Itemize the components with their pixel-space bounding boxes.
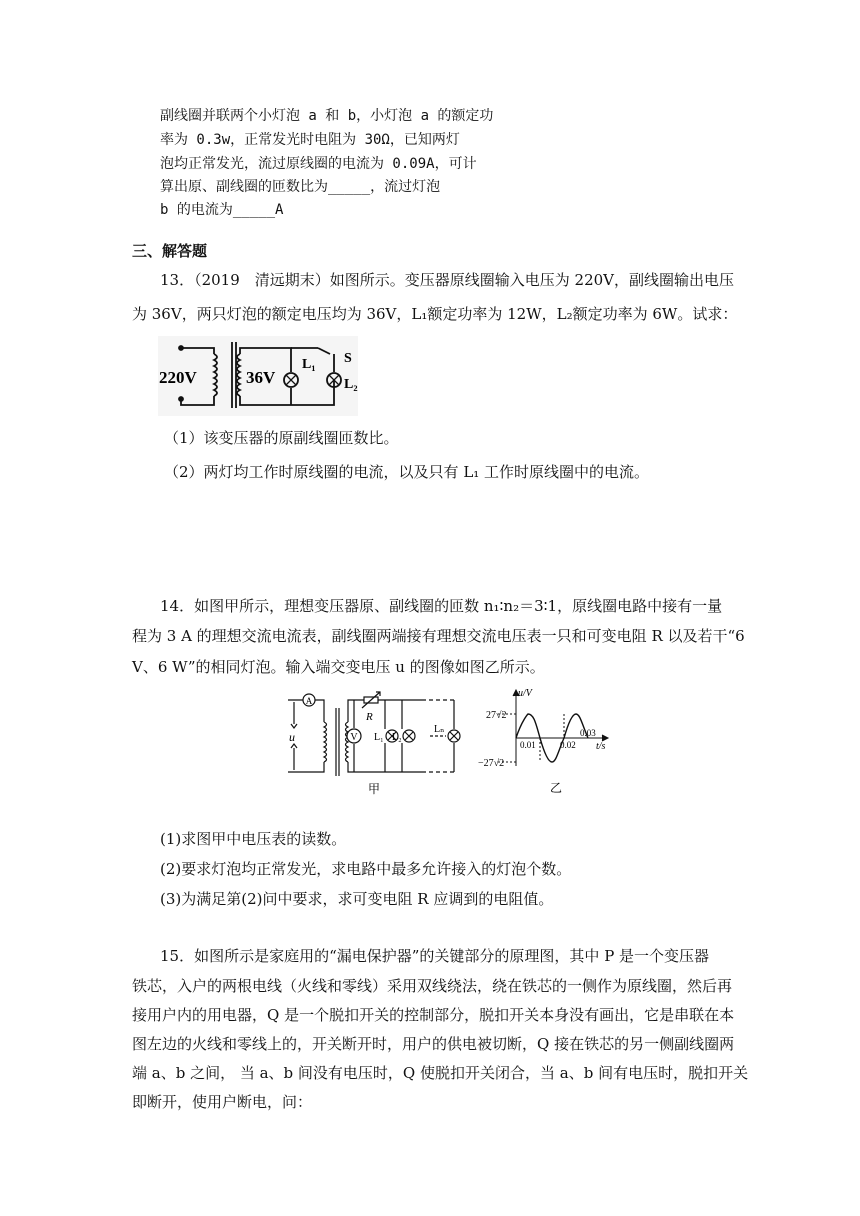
q12-line-4: 算出原、副线圈的匝数比为_____，流过灯泡 bbox=[160, 179, 441, 195]
tick-003: 0.03 bbox=[580, 728, 596, 738]
fig-yi-caption: 乙 bbox=[549, 781, 563, 795]
q15-line-2: 铁芯，入户的两根电线（火线和零线）采用双线绕法，绕在铁芯的一侧作为原线圈，然后再 bbox=[132, 977, 733, 995]
q15-line-4: 图左边的火线和零线上的，开关断开时，用户的供电被切断，Q 接在铁芯的另一侧副线圈两 bbox=[132, 1035, 735, 1053]
q13-line-1: 13．（2019 清远期末）如图所示。变压器原线圈输入电压为 220V，副线圈输出电压 bbox=[160, 271, 734, 289]
voltmeter-label: V bbox=[350, 732, 358, 743]
lamp1-label: L₁ bbox=[302, 357, 316, 372]
q12-line-1: 副线圈并联两个小灯泡 a 和 b，小灯泡 a 的额定功 bbox=[160, 108, 494, 124]
lamp-l1-label: L₁ bbox=[374, 732, 384, 743]
primary-voltage-label: 220V bbox=[159, 368, 197, 387]
q13-sub-2: （2）两灯均工作时原线圈的电流，以及只有 L₁ 工作时原线圈中的电流。 bbox=[164, 463, 650, 481]
q15-line-5: 端 a、b 之间， 当 a、b 间没有电压时，Q 使脱扣开关闭合，当 a、b 间有电压时，脱扣开关 bbox=[132, 1064, 749, 1082]
q14-sub-2: (2)要求灯泡均正常发光，求电路中最多允许接入的灯泡个数。 bbox=[160, 860, 572, 878]
y-axis-label: u/V bbox=[518, 688, 532, 699]
x-axis-label: t/s bbox=[596, 741, 606, 752]
q12-line-5: b 的电流为_____A bbox=[160, 202, 284, 218]
fig-jia-caption: 甲 bbox=[367, 782, 381, 796]
lamp-ln-label: Lₙ bbox=[434, 724, 445, 735]
q14-circuit-figure bbox=[282, 688, 472, 796]
q14-sub-1: (1)求图甲中电压表的读数。 bbox=[160, 830, 347, 848]
tick-001: 0.01 bbox=[520, 740, 536, 750]
secondary-voltage-label: 36V bbox=[246, 368, 276, 387]
q14-sub-3: (3)为满足第(2)问中要求，求可变电阻 R 应调到的电阻值。 bbox=[160, 890, 554, 908]
q12-line-3: 泡均正常发光，流过原线圈的电流为 0.09A，可计 bbox=[160, 156, 477, 172]
resistor-label: R bbox=[366, 711, 373, 723]
lamp-l2-label: L₂ bbox=[392, 732, 402, 743]
input-voltage-label: u bbox=[289, 730, 295, 744]
q14-line-2: 程为 3 A 的理想交流电流表，副线圈两端接有理想交流电压表一只和可变电阻 R 以及若干“6 bbox=[132, 627, 745, 645]
q14-line-3: V、6 W”的相同灯泡。输入端交变电压 u 的图像如图乙所示。 bbox=[132, 658, 545, 676]
y-max-label: 27√2 bbox=[486, 710, 507, 721]
lamp2-label: L₂ bbox=[344, 377, 358, 392]
q12-line-2: 率为 0.3w，正常发光时电阻为 30Ω，已知两灯 bbox=[160, 132, 460, 148]
switch-label: S bbox=[344, 351, 352, 366]
q15-line-6: 即断开，使用户断电，问： bbox=[132, 1093, 313, 1111]
q13-transformer-figure bbox=[158, 336, 358, 416]
q14-voltage-graph bbox=[478, 686, 628, 796]
q15-line-1: 15．如图所示是家庭用的“漏电保护器”的关键部分的原理图，其中 P 是一个变压器 bbox=[160, 947, 710, 965]
tick-002: 0.02 bbox=[560, 740, 576, 750]
q13-line-2: 为 36V，两只灯泡的额定电压均为 36V，L₁额定功率为 12W，L₂额定功率为 6W。试求： bbox=[132, 305, 738, 323]
section-title: 三、解答题 bbox=[132, 242, 208, 260]
y-min-label: −27√2 bbox=[478, 758, 505, 769]
q15-line-3: 接用户内的用电器，Q 是一个脱扣开关的控制部分，脱扣开关本身没有画出，它是串联在本 bbox=[132, 1006, 735, 1024]
q14-line-1: 14．如图甲所示，理想变压器原、副线圈的匝数 n₁∶n₂＝3∶1，原线圈电路中接有一量 bbox=[160, 597, 723, 615]
ammeter-label: A bbox=[305, 696, 313, 706]
q13-sub-1: （1）该变压器的原副线圈匝数比。 bbox=[164, 429, 399, 447]
